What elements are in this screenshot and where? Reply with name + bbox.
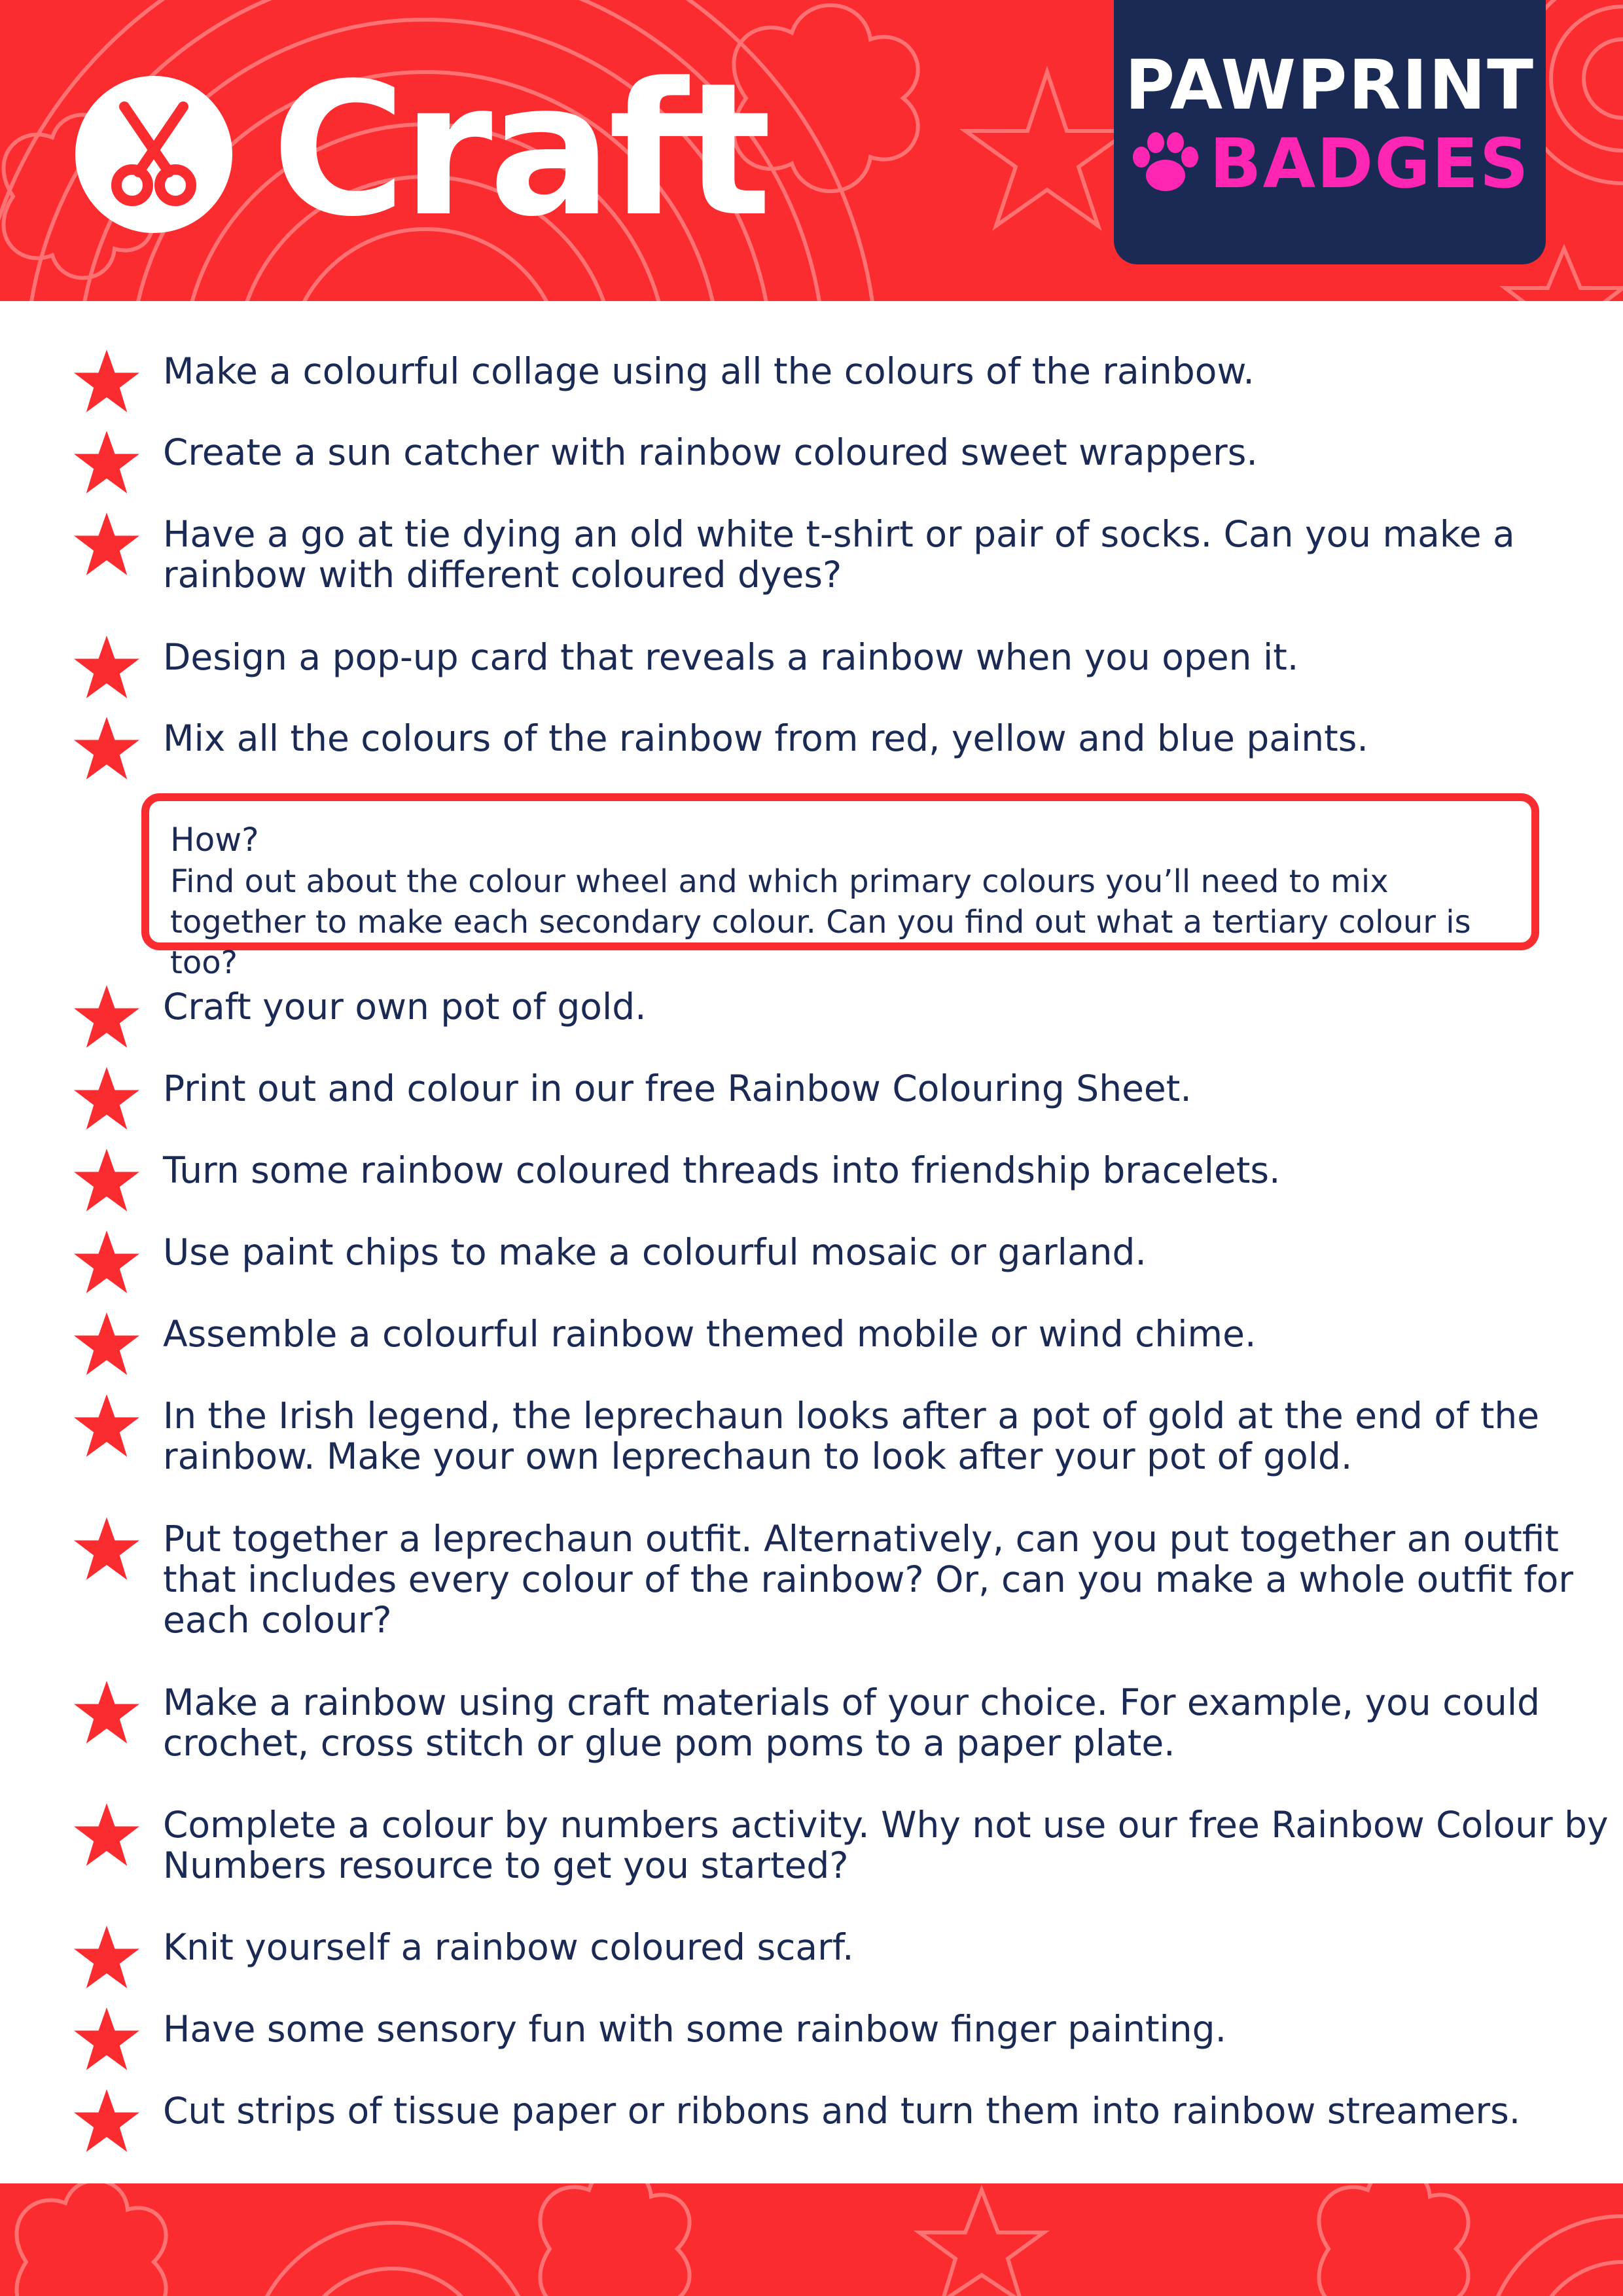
star-icon: [72, 984, 141, 1049]
list-item-text: Make a colourful collage using all the colours of the rainbow.: [163, 350, 1255, 392]
how-box: [141, 793, 1539, 981]
list-item-text: Have a go at tie dying an old white t-shirt or pair of socks. Can you make a rainbow with different coloured dyes?: [163, 513, 1515, 596]
star-icon: [72, 348, 141, 414]
list-item-text: In the Irish legend, the leprechaun looks after a pot of gold at the end of the rainbow. Make your own leprechaun to look after your pot of gold.: [163, 1395, 1540, 1477]
page-title: Craft: [272, 44, 768, 257]
star-icon: [72, 1802, 141, 1867]
list-item-text: Put together a leprechaun outfit. Alternatively, can you put together an outfit that includes every colour of the rainbow? Or, can you make a whole outfit for each colour?: [163, 1518, 1573, 1641]
star-icon: [72, 1924, 141, 1990]
star-icon: [72, 1393, 141, 1458]
list-item-text: Turn some rainbow coloured threads into friendship bracelets.: [163, 1149, 1281, 1191]
star-icon: [72, 1066, 141, 1131]
star-icon: [72, 1516, 141, 1581]
scissors-badge: [75, 76, 232, 233]
list-item-text: Cut strips of tissue paper or ribbons and turn them into rainbow streamers.: [163, 2090, 1521, 2132]
list-item-text: Knit yourself a rainbow coloured scarf.: [163, 1926, 854, 1968]
star-icon: [72, 429, 141, 495]
star-icon: [72, 715, 141, 781]
how-box-text: Find out about the colour wheel and which primary colours you’ll need to mix together to make each secondary colour. Can you find out what a tertiary colour is too?: [170, 863, 1471, 981]
star-icon: [72, 1229, 141, 1295]
list-item-text: Complete a colour by numbers activity. Why not use our free Rainbow Colour by Numbers resource to get you started?: [163, 1804, 1609, 1886]
header-banner: [0, 0, 1623, 301]
star-icon: [72, 1679, 141, 1745]
paw-icon: [1130, 131, 1202, 196]
list-item-text: Assemble a colourful rainbow themed mobile or wind chime.: [163, 1313, 1257, 1355]
star-icon: [72, 2006, 141, 2072]
brand-logo: [1114, 0, 1546, 264]
list-item-text: Craft your own pot of gold.: [163, 986, 647, 1028]
list-item-text: Mix all the colours of the rainbow from red, yellow and blue paints.: [163, 717, 1368, 759]
brand-name-line2: BADGES: [1209, 124, 1530, 204]
how-box-title: How?: [170, 821, 259, 859]
list-item-text: Use paint chips to make a colourful mosaic or garland.: [163, 1231, 1147, 1273]
list-item-text: Make a rainbow using craft materials of your choice. For example, you could crochet, cross stitch or glue pom poms to a paper plate.: [163, 1681, 1541, 1764]
list-item-text: Create a sun catcher with rainbow coloured sweet wrappers.: [163, 431, 1258, 473]
scissors-icon: [105, 99, 203, 210]
brand-name-line1: PAWPRINT: [1124, 45, 1535, 125]
star-icon: [72, 1311, 141, 1376]
list-item-text: Design a pop-up card that reveals a rainbow when you open it.: [163, 636, 1299, 678]
footer-decoration: [0, 2183, 1623, 2296]
list-item-text: Have some sensory fun with some rainbow finger painting.: [163, 2008, 1227, 2050]
list-item-text: Print out and colour in our free Rainbow Colouring Sheet.: [163, 1067, 1192, 1109]
brand-name-line2-row: [1114, 124, 1546, 204]
star-icon: [72, 2088, 141, 2153]
star-icon: [72, 511, 141, 577]
star-icon: [72, 634, 141, 700]
footer-banner: [0, 2183, 1623, 2296]
star-icon: [72, 1147, 141, 1213]
